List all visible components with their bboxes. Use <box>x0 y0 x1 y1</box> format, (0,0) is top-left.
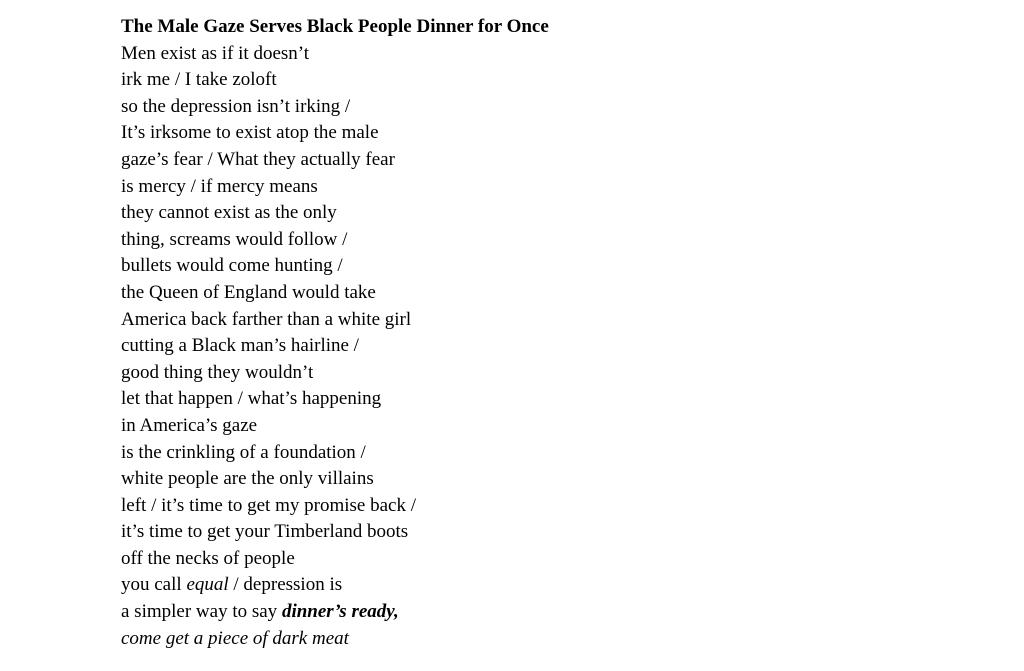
poem-line-segment: it’s time to get your Timberland boots <box>121 521 409 543</box>
poem-body <box>121 41 981 653</box>
poem-line <box>121 360 981 387</box>
poem-line-segment: good thing they wouldn’t <box>121 361 314 383</box>
poem-line <box>121 227 981 254</box>
poem-line-segment: Men exist as if it doesn’t <box>121 42 310 64</box>
poem-line <box>121 200 981 227</box>
poem-line-segment: white people are the only villains <box>121 468 374 490</box>
poem-line <box>121 572 981 599</box>
poem-line-segment: left / it’s time to get my promise back / <box>121 494 416 516</box>
poem-line <box>121 440 981 467</box>
document-page <box>121 14 981 652</box>
poem-line-segment: cutting a Black man’s hairline / <box>121 335 359 357</box>
poem-line-segment: America back farther than a white girl <box>121 308 412 330</box>
poem-line <box>121 120 981 147</box>
poem-line-segment: It’s irksome to exist atop the male <box>121 122 379 144</box>
poem-line-segment: a simpler way to say <box>121 601 282 623</box>
poem-line <box>121 41 981 68</box>
poem-line <box>121 519 981 546</box>
poem-line <box>121 307 981 334</box>
poem-line-segment: so the depression isn’t irking / <box>121 95 351 117</box>
poem-title: The Male Gaze Serves Black People Dinner for Once <box>121 16 549 37</box>
poem-line <box>121 67 981 94</box>
poem-line <box>121 546 981 573</box>
poem-line <box>121 413 981 440</box>
poem-line <box>121 174 981 201</box>
poem-line-segment: thing, screams would follow / <box>121 228 348 250</box>
poem-line-segment: is the crinkling of a foundation / <box>121 441 366 463</box>
poem-line <box>121 466 981 493</box>
poem-line <box>121 147 981 174</box>
poem-line-segment: / depression is <box>228 574 343 596</box>
poem-line-segment: is mercy / if mercy means <box>121 175 318 197</box>
poem-line-segment: bullets would come hunting / <box>121 255 343 277</box>
poem-line-segment: let that happen / what’s happening <box>121 388 382 410</box>
poem-line-segment: equal <box>186 574 229 596</box>
poem-line-segment: the Queen of England would take <box>121 281 376 303</box>
poem-line <box>121 386 981 413</box>
poem-line-segment: in America’s gaze <box>121 414 258 436</box>
poem-line-segment: off the necks of people <box>121 547 295 569</box>
poem-line <box>121 599 981 626</box>
poem-line <box>121 280 981 307</box>
poem-line <box>121 493 981 520</box>
poem-line-segment: come get a piece of dark meat <box>121 627 349 649</box>
poem-line-segment: irk me / I take zoloft <box>121 69 277 91</box>
poem-line-segment: they cannot exist as the only <box>121 202 337 224</box>
poem-line <box>121 253 981 280</box>
poem-line-segment: gaze’s fear / What they actually fear <box>121 148 395 170</box>
poem-line-segment: you call <box>121 574 187 596</box>
poem-line-segment: dinner’s ready, <box>281 601 399 623</box>
poem-line <box>121 94 981 121</box>
poem-line <box>121 333 981 360</box>
poem-line <box>121 626 981 653</box>
